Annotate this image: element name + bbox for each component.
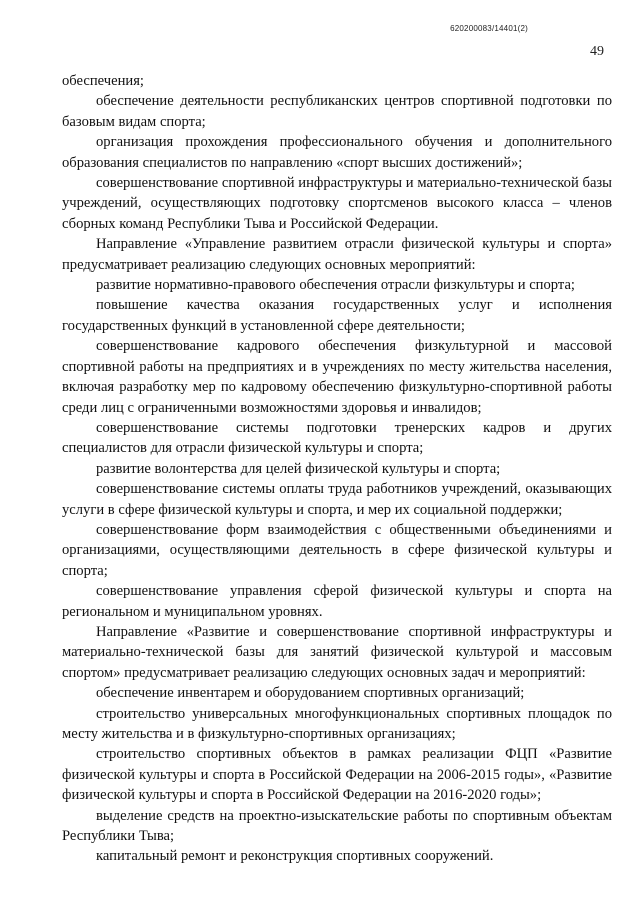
paragraph: совершенствование системы оплаты труда работников учреждений, оказывающих услуги в сфере физической культуры и спорта, и мер их социальной поддержки; (62, 481, 612, 518)
paragraph: совершенствование форм взаимодействия с общественными объединениями и организациями, осуществляющими деятельность в сфере физической культуры и спорта; (62, 521, 612, 579)
paragraph: совершенствование системы подготовки тренерских кадров и других специалистов для отрасли физической культуры и спорта; (62, 419, 612, 457)
paragraph: строительство универсальных многофункциональных спортивных площадок по месту жительства и в физкультурно-спортивных организациях; (62, 705, 612, 742)
page-number: 49 (590, 44, 604, 59)
paragraph: развитие волонтерства для целей физической культуры и спорта; (96, 460, 501, 477)
paragraph: обеспечение инвентарем и оборудованием спортивных организаций; (96, 685, 525, 702)
paragraph: совершенствование кадрового обеспечения физкультурной и массовой спортивной работы на предприятиях и в учреждениях по месту жительства населения, включая разработку мер по кадровому обеспечению физкультурно-спортивной работы среди лиц с ограниченными возможностями здоровья и инвалидов; (62, 338, 612, 416)
document-body (62, 71, 612, 867)
paragraph: обеспечения; (62, 73, 144, 89)
paragraph: развитие нормативно-правового обеспечения отрасли физкультуры и спорта; (96, 277, 575, 294)
document-id: 620200083/14401(2) (450, 24, 528, 33)
paragraph: Направление «Развитие и совершенствование спортивной инфраструктуры и материально-технической базы для занятий физической культурой и массовым спортом» предусматривает реализацию следующих основных задач и мероприятий: (62, 623, 612, 681)
paragraph: повышение качества оказания государственных услуг и исполнения государственных функций в установленной сфере деятельности; (62, 297, 612, 334)
paragraph: Направление «Управление развитием отрасли физической культуры и спорта» предусматривает реализацию следующих основных мероприятий: (62, 236, 612, 273)
paragraph: капитальный ремонт и реконструкция спортивных сооружений. (96, 848, 494, 865)
paragraph: обеспечение деятельности республиканских центров спортивной подготовки по базовым видам спорта; (62, 93, 612, 130)
paragraph: совершенствование управления сферой физической культуры и спорта на региональном и муниципальном уровнях. (62, 583, 612, 620)
paragraph: строительство спортивных объектов в рамках реализации ФЦП «Развитие физической культуры и спорта в Российской Федерации на 2006-2015 годы», «Развитие физической культуры и спорта в Российской Федерации на 2016-2020 годы»; (62, 746, 612, 804)
paragraph: выделение средств на проектно-изыскательские работы по спортивным объектам Республики Тыва; (62, 807, 612, 845)
paragraph: совершенствование спортивной инфраструктуры и материально-технической базы учреждений, осуществляющих подготовку спортсменов высокого класса – членов сборных команд Республики Тыва и Российской Федерации. (62, 175, 612, 232)
paragraph: организация прохождения профессионального обучения и дополнительного образования специалистов по направлению «спорт высших достижений»; (62, 134, 612, 171)
